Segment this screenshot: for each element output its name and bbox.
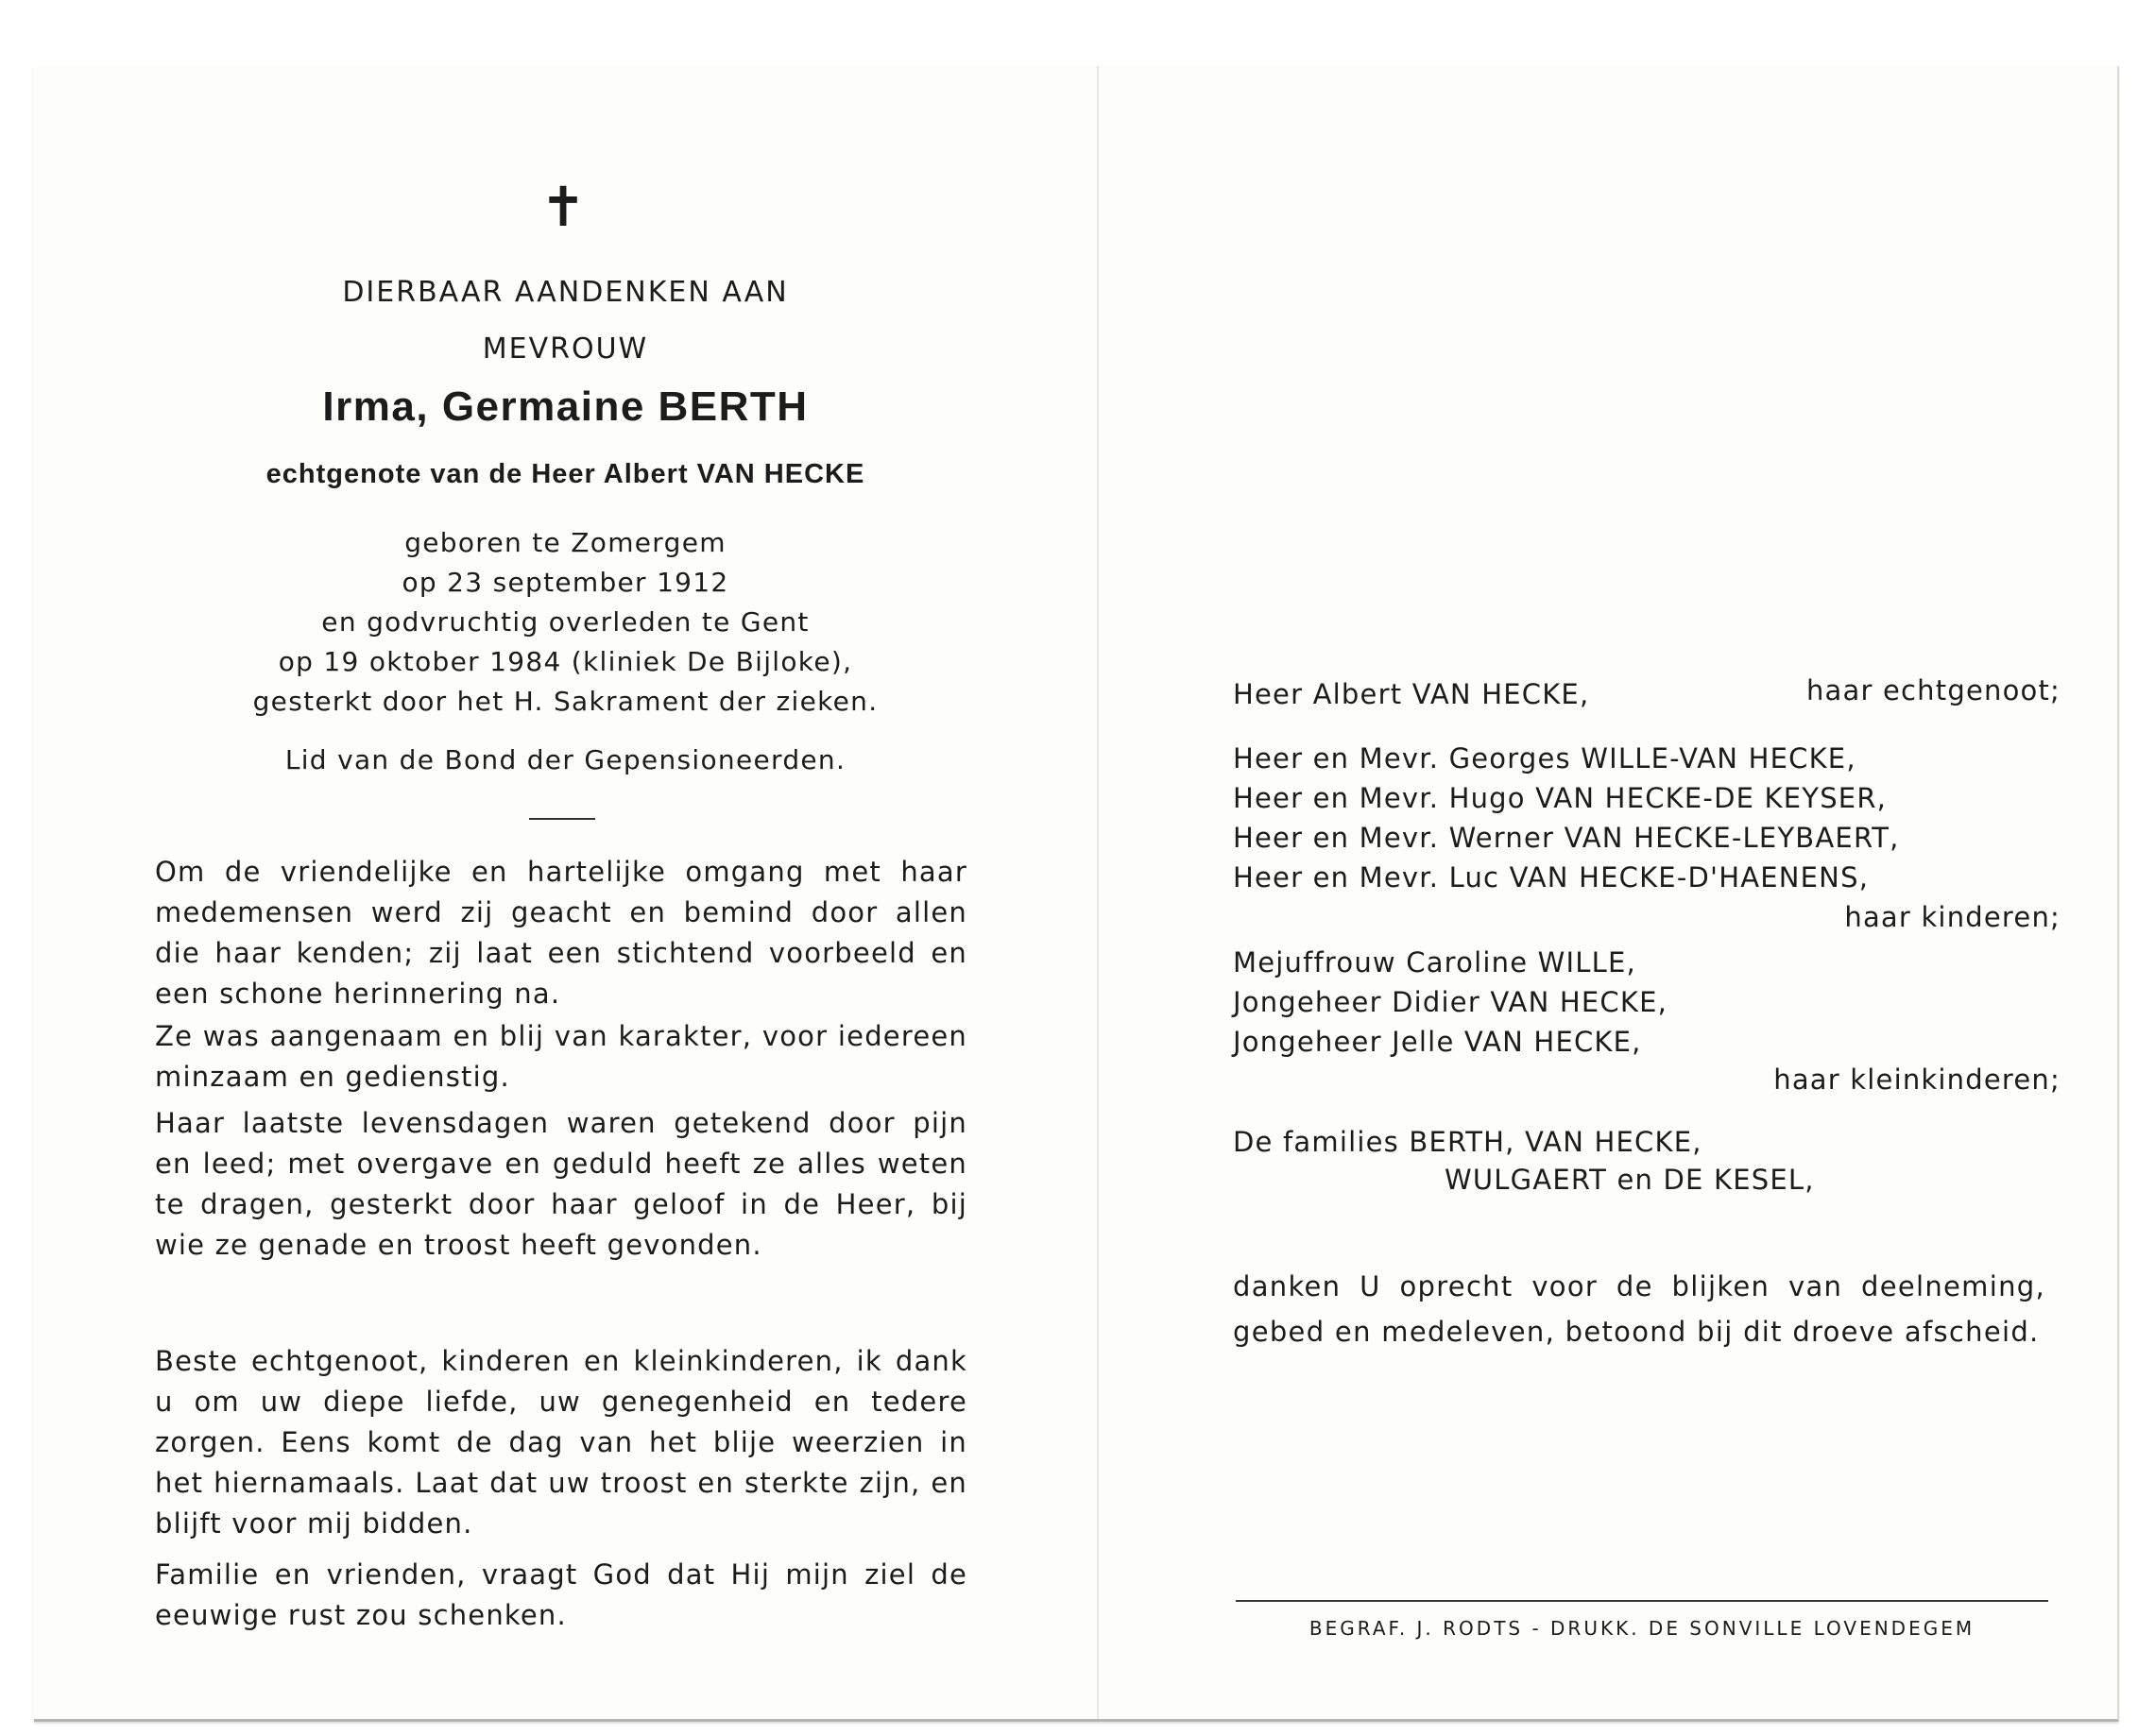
sacrament-line: gesterkt door het H. Sakrament der zieken.: [252, 686, 879, 717]
families-line: WULGAERT en DE KESEL,: [1445, 1164, 1815, 1196]
memorial-heading: DIERBAAR AANDENKEN AAN: [342, 276, 789, 309]
separator-rule: [529, 818, 595, 820]
paragraph-levensdagen: Haar laatste levensdagen waren getekend door pijn en leed; met overgave en geduld heeft ze alles weten te dragen, gesterkt door haar geloof in de Heer, bij wie ze genade en troost heeft gevonden.: [155, 1107, 967, 1261]
honorific-title: MEVROUW: [482, 332, 649, 366]
left-panel: [34, 66, 1097, 1719]
memorial-card: [34, 66, 2119, 1722]
birth-place: geboren te Zomergem: [404, 527, 727, 558]
grandchild-entry: Jongeheer Jelle VAN HECKE,: [1233, 1026, 1642, 1058]
spouse-entry: Heer Albert VAN HECKE,: [1233, 678, 1590, 710]
deceased-name: Irma, Germaine BERTH: [322, 383, 809, 430]
right-panel: [1099, 66, 2117, 1719]
thanks-paragraph: danken U oprecht voor de blijken van deelneming, gebed en medeleven, betoond bij dit droeve afscheid.: [1233, 1270, 2045, 1348]
child-entry: Heer en Mevr. Georges WILLE-VAN HECKE,: [1233, 742, 1856, 774]
grandchild-entry: Jongeheer Didier VAN HECKE,: [1233, 986, 1668, 1018]
printer-credit: BEGRAF. J. RODTS - DRUKK. DE SONVILLE LOVENDEGEM: [1308, 1617, 1975, 1640]
death-date: op 19 oktober 1984 (kliniek De Bijloke),: [278, 646, 853, 677]
grandchild-entry: Mejuffrouw Caroline WILLE,: [1233, 946, 1636, 979]
paragraph-karakter: Ze was aangenaam en blij van karakter, voor iedereen minzaam en gedienstig.: [155, 1020, 967, 1093]
spouse-line: echtgenote van de Heer Albert VAN HECKE: [265, 459, 865, 489]
paragraph-echtgenoot: Beste echtgenoot, kinderen en kleinkinderen, ik dank u om uw diepe liefde, uw genegenheid en tedere zorgen. Eens komt de dag van het blije weerzien in het hiernamaals. Laat dat uw troost en sterkte zijn, en blijft voor mij bidden.: [155, 1345, 967, 1540]
child-entry: Heer en Mevr. Werner VAN HECKE-LEYBAERT,: [1233, 822, 1900, 854]
grandchildren-relation: haar kleinkinderen;: [1773, 1064, 2061, 1096]
cross-icon: ✝: [539, 175, 587, 239]
families-line: De families BERTH, VAN HECKE,: [1233, 1126, 1702, 1158]
child-entry: Heer en Mevr. Luc VAN HECKE-D'HAENENS,: [1233, 861, 1870, 894]
death-place: en godvruchtig overleden te Gent: [321, 606, 810, 638]
paragraph-familie: Familie en vrienden, vraagt God dat Hij mijn ziel de eeuwige rust zou schenken.: [155, 1558, 967, 1631]
birth-date: op 23 september 1912: [402, 567, 729, 598]
child-entry: Heer en Mevr. Hugo VAN HECKE-DE KEYSER,: [1233, 782, 1888, 814]
membership-line: Lid van de Bond der Gepensioneerden.: [284, 744, 847, 775]
printer-rule: [1236, 1600, 2048, 1602]
children-relation: haar kinderen;: [1844, 901, 2061, 933]
spouse-relation: haar echtgenoot;: [1805, 674, 2061, 706]
paragraph-omgang: Om de vriendelijke en hartelijke omgang met haar medemensen werd zij geacht en bemind door allen die haar kenden; zij laat een stichtend voorbeeld en een schone herinnering na.: [155, 856, 967, 1010]
